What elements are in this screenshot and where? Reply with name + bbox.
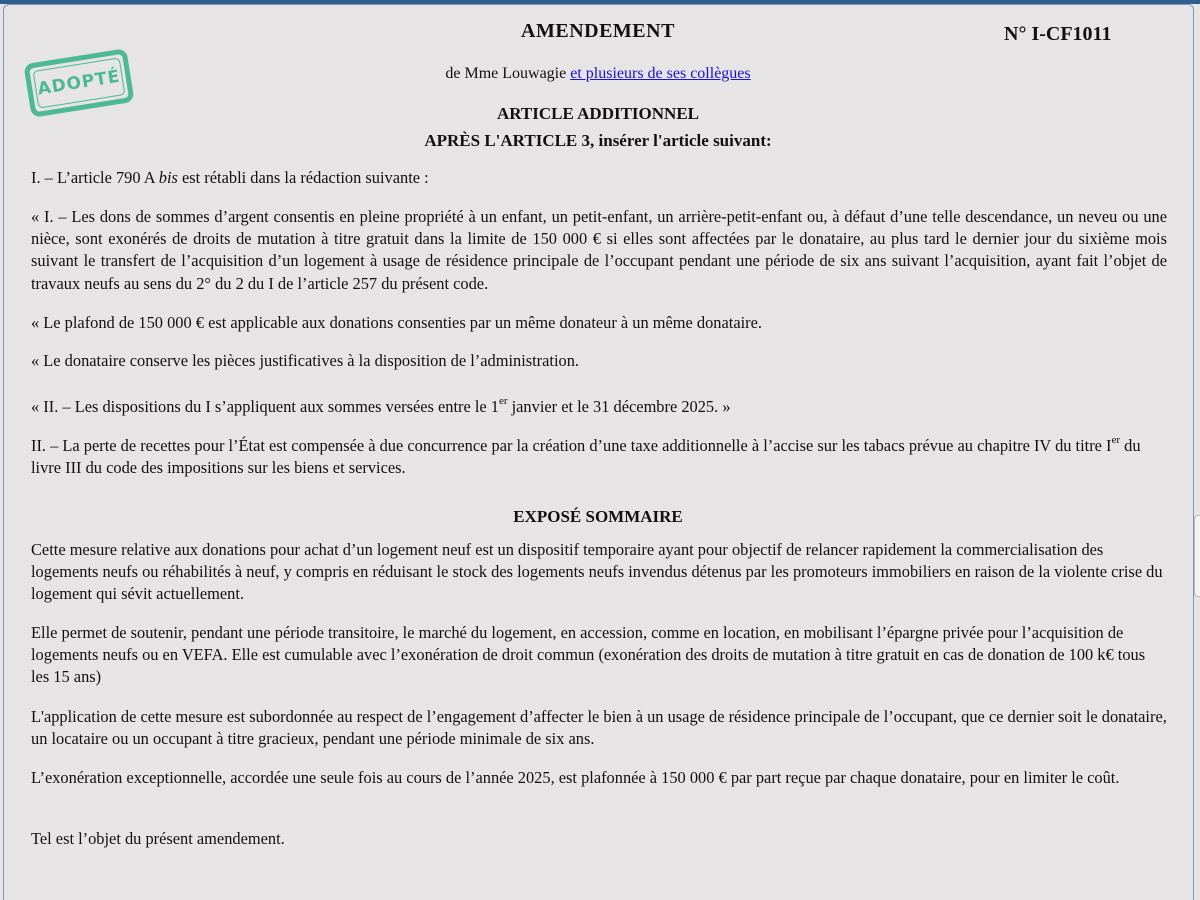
expose-heading: EXPOSÉ SOMMAIRE [513,507,683,526]
p6-text-end: du livre III du code des impositions sur les biens et services. [31,436,1141,478]
document-title: AMENDEMENT [521,20,675,42]
p6-sup: er [1111,433,1121,446]
paragraph-2 [31,206,1167,295]
p5-text-end: janvier et le 31 décembre 2025. » [507,397,731,416]
article-subheading: APRÈS L'ARTICLE 3, insérer l'article suivant: [424,131,772,150]
authors-prefix: de Mme Louwagie [445,65,567,82]
expose-paragraph-1 [31,539,1167,606]
p1-text: I. – L’article 790 A [31,168,159,187]
expose-p2-text: Elle permet de soutenir, pendant une période transitoire, le marché du logement, en accession, comme en location, en mobilisant l’épargne privée pour l’acquisition de logements neufs ou en VEFA. Elle est cumulable avec l’exonération de droit commun (exonération des droits de mutation à titre gratuit en cas de donation de 100 k€ tous les 15 ans) [31,623,1146,687]
p2-text: « I. – Les dons de sommes d’argent consentis en pleine propriété à un enfant, un petit-enfant, un arrière-petit-enfant ou, à défaut d’une telle descendance, un neveu ou une nièce, sont exonérés de droits de mutation à titre gratuit dans la limite de 150 000 € si elles sont affectées par le donataire, au plus tard le dernier jour du sixième mois suivant le transfert de l’acquisition d’un logement à usage de résidence principale de l’occupant pendant une période de six ans suivant l’acquisition, ayant fait l’objet de travaux neufs au sens du 2° du 2 du I de l’article 257 du présent code. [31,207,1167,293]
expose-paragraph-2 [31,622,1167,689]
p5-text: « II. – Les dispositions du I s’appliquent aux sommes versées entre le 1 [31,397,499,416]
paragraph-6 [31,435,1167,479]
expose-p1-text: Cette mesure relative aux donations pour achat d’un logement neuf est un dispositif temporaire ayant pour objectif de relancer rapidement la commercialisation des logements neufs ou réhabilités à neuf, y compris en réduisant le stock des logements neufs invendus détenus par les promoteurs immobiliers en raison de la violente crise du logement qui sévit actuellement. [31,540,1163,604]
paragraph-5 [31,396,1167,418]
p1-italic: bis [158,168,178,187]
p3-text: « Le plafond de 150 000 € est applicable aux donations consenties par un même donateur à un même donataire. [31,313,762,332]
p6-text: II. – La perte de recettes pour l’État est compensée à due concurrence par la création d’une taxe additionnelle à l’accise sur les tabacs prévue au chapitre IV du titre I [31,436,1112,455]
expose-paragraph-4 [31,767,1167,789]
authors-line [0,65,1196,83]
expose-paragraph-5 [31,828,1167,850]
article-heading: ARTICLE ADDITIONNEL [496,104,700,123]
expose-p4-text: L’exonération exceptionnelle, accordée une seule fois au cours de l’année 2025, est plafonnée à 150 000 € par part reçue par chaque donataire, pour en limiter le coût. [31,768,1120,787]
cosigners-link[interactable]: et plusieurs de ses collègues [570,65,751,82]
paragraph-4 [31,350,1167,372]
paragraph-3 [31,312,1167,334]
amendment-number: N° I-CF1011 [1004,23,1112,45]
p5-sup: er [498,394,508,407]
p4-text: « Le donataire conserve les pièces justificatives à la disposition de l’administration. [31,351,580,370]
paragraph-1 [31,167,1167,189]
stamp-label: ADOPTÉ [36,66,122,100]
expose-p5-text: Tel est l’objet du présent amendement. [31,829,285,848]
expose-paragraph-3 [31,706,1167,750]
scrollbar-tab[interactable] [1194,515,1200,597]
expose-p3-text: L'application de cette mesure est subordonnée au respect de l’engagement d’affecter le bien à un usage de résidence principale de l’occupant, que ce dernier soit le donataire, un locataire ou un occupant à titre gracieux, pendant une période minimale de six ans. [31,707,1167,749]
p1-text-end: est rétabli dans la rédaction suivante : [177,168,429,187]
